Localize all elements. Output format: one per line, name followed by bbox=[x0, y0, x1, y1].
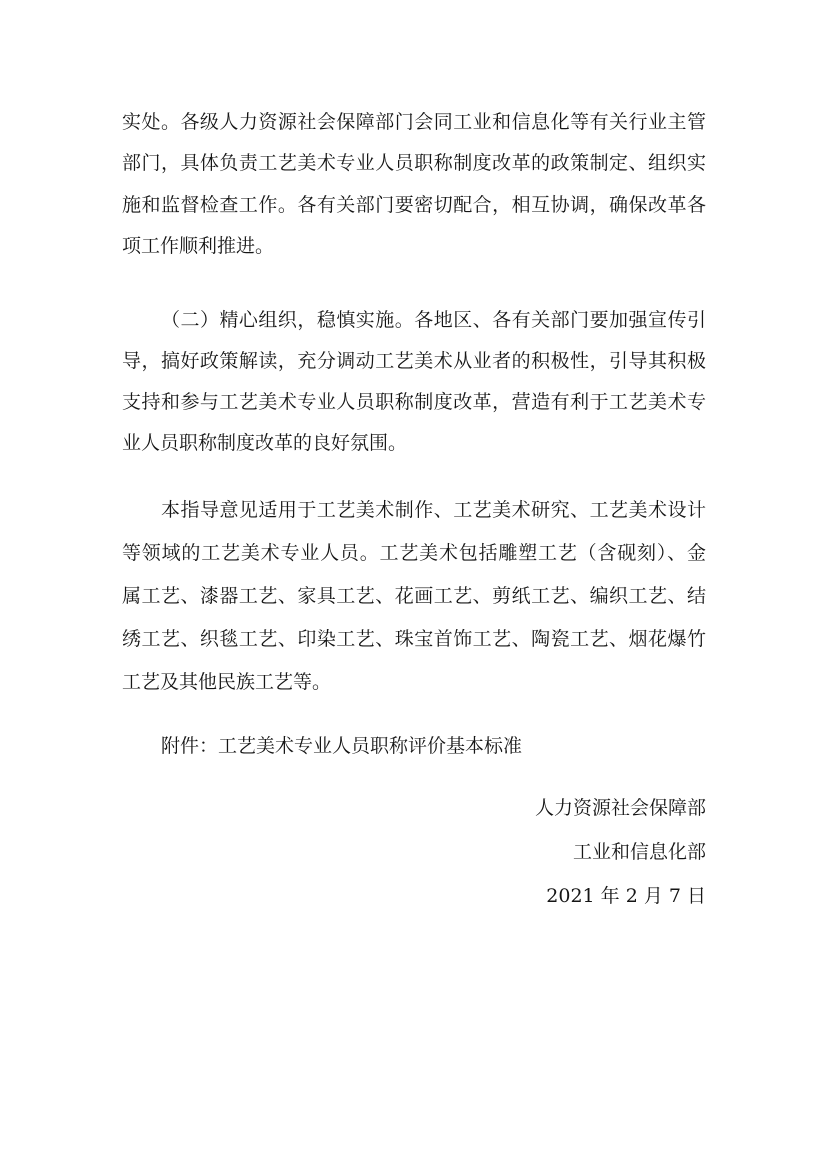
document-date: 2021 年 2 月 7 日 bbox=[546, 885, 706, 907]
paragraph-2-line-2: 导，搞好政策解读，充分调动工艺美术从业者的积极性，引导其积极 bbox=[122, 350, 706, 372]
paragraph-1-line-3: 施和监督检查工作。各有关部门要密切配合，相互协调，确保改革各 bbox=[122, 194, 706, 216]
paragraph-3-line-3: 属工艺、漆器工艺、家具工艺、花画工艺、剪纸工艺、编织工艺、结 bbox=[122, 585, 706, 607]
paragraph-1-line-2: 部门，具体负责工艺美术专业人员职称制度改革的政策制定、组织实 bbox=[122, 152, 706, 174]
paragraph-3-line-2: 等领域的工艺美术专业人员。工艺美术包括雕塑工艺（含砚刻）、金 bbox=[122, 542, 706, 564]
paragraph-2-line-1: （二）精心组织，稳慎实施。各地区、各有关部门要加强宣传引 bbox=[161, 309, 706, 331]
signature-ministry-hr: 人力资源社会保障部 bbox=[534, 797, 706, 819]
paragraph-2-line-4: 业人员职称制度改革的良好氛围。 bbox=[122, 432, 408, 454]
paragraph-3-line-5: 工艺及其他民族工艺等。 bbox=[122, 671, 332, 693]
paragraph-3-line-4: 绣工艺、织毯工艺、印染工艺、珠宝首饰工艺、陶瓷工艺、烟花爆竹 bbox=[122, 628, 706, 650]
paragraph-3-line-1: 本指导意见适用于工艺美术制作、工艺美术研究、工艺美术设计 bbox=[161, 499, 706, 521]
attachment-line: 附件：工艺美术专业人员职称评价基本标准 bbox=[161, 735, 523, 757]
paragraph-2-line-3: 支持和参与工艺美术专业人员职称制度改革，营造有利于工艺美术专 bbox=[122, 391, 706, 413]
signature-ministry-industry: 工业和信息化部 bbox=[572, 841, 706, 863]
paragraph-1-line-1: 实处。各级人力资源社会保障部门会同工业和信息化等有关行业主管 bbox=[122, 111, 706, 133]
paragraph-1-line-4: 项工作顺利推进。 bbox=[122, 235, 275, 257]
